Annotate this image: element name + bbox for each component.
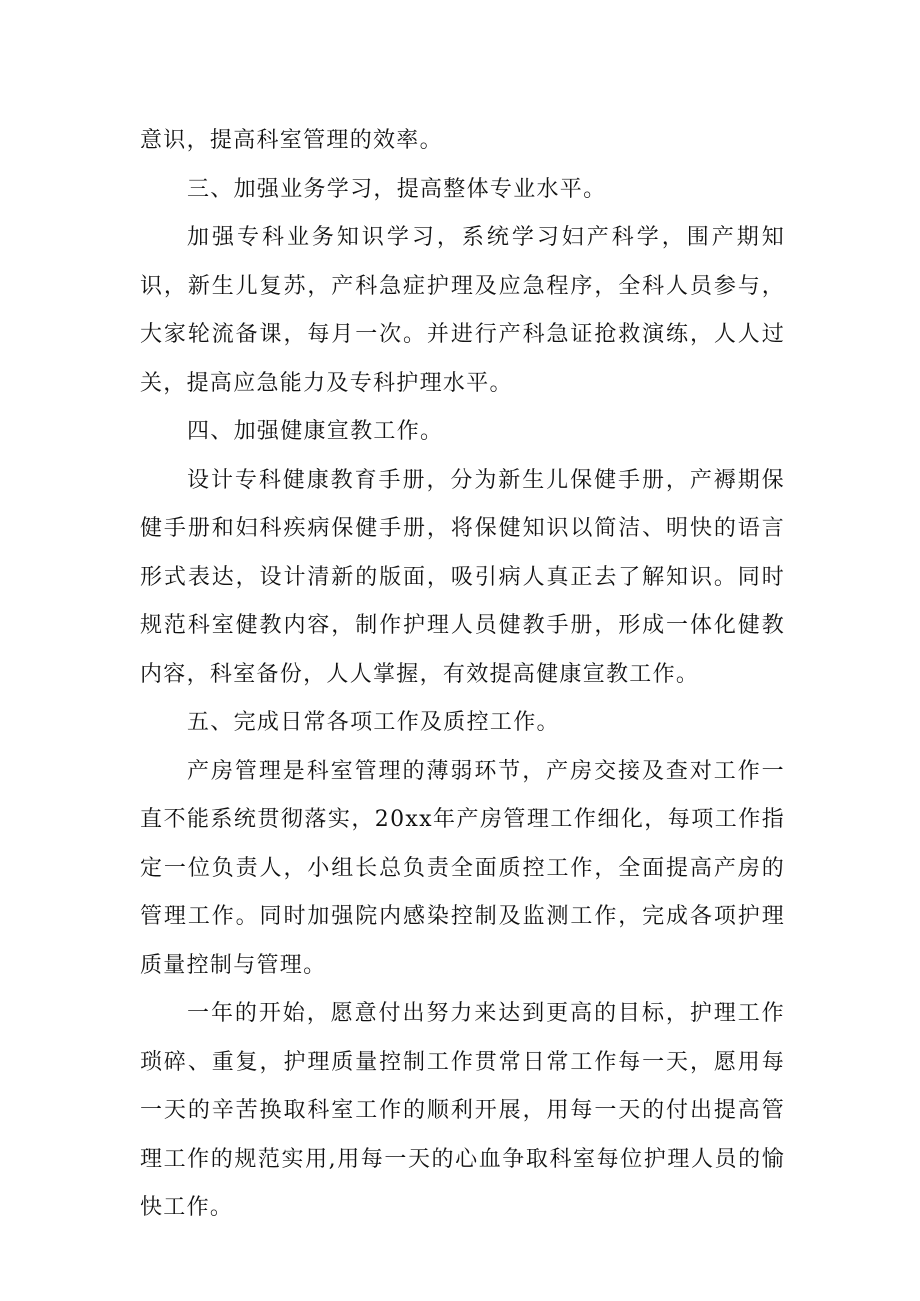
section-3-heading: 三、加强业务学习，提高整体专业水平。 (187, 176, 607, 202)
continuation-paragraph: 意识，提高科室管理的效率。 (140, 128, 443, 153)
section-4-body: 设计专科健康教育手册，分为新生儿保健手册，产褥期保健手册和妇科疾病保健手册，将保健知识以简洁、明快的语言形式表达，设计清新的版面，吸引病人真正去了解知识。同时规范科室健教内容，制作护理人员健教手册，形成一体化健教内容，科室备份，人人掌握，有效提高健康宣教工作。 (140, 467, 785, 687)
section-3-body: 加强专科业务知识学习，系统学习妇产科学，围产期知识，新生儿复苏，产科急症护理及应急程序，全科人员参与，大家轮流备课，每月一次。并进行产科急证抢救演练，人人过关，提高应急能力及专科护理水平。 (140, 225, 785, 396)
section-4-heading: 四、加强健康宣教工作。 (187, 419, 444, 444)
section-5-heading: 五、完成日常各项工作及质控工作。 (187, 710, 560, 735)
document-page (140, 117, 785, 1233)
section-5-body: 产房管理是科室管理的薄弱环节，产房交接及查对工作一直不能系统贯彻落实，20xx年产房管理工作细化，每项工作指定一位负责人，小组长总负责全面质控工作，全面提高产房的管理工作。同时加强院内感染控制及监测工作，完成各项护理质量控制与管理。 (140, 758, 785, 978)
closing-paragraph: 一年的开始，愿意付出努力来达到更高的目标，护理工作琐碎、重复，护理质量控制工作贯常日常工作每一天，愿用每一天的辛苦换取科室工作的顺利开展，用每一天的付出提高管理工作的规范实用,用每一天的心血争取科室每位护理人员的愉快工作。 (140, 1001, 785, 1220)
